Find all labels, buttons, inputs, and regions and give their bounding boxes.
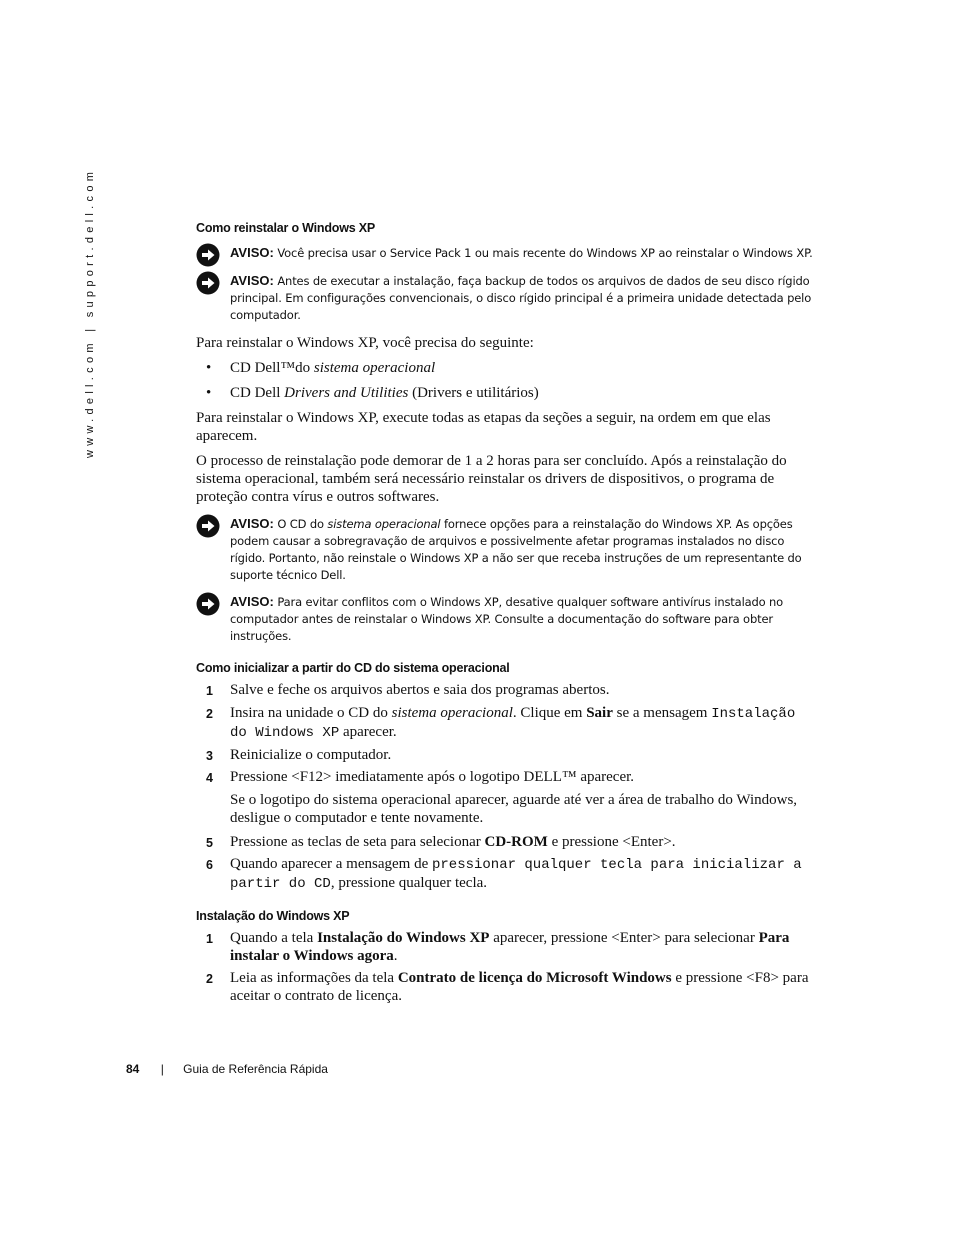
notice-text: Você precisa usar o Service Pack 1 ou mais recente do Windows XP ao reinstalar o Windows XP. bbox=[277, 246, 813, 260]
step-text: se a mensagem bbox=[612, 705, 712, 721]
notice-label: AVISO: bbox=[230, 273, 274, 288]
step-text: Quando a tela bbox=[230, 930, 318, 946]
step-text: aparecer, pressione <Enter> para selecionar bbox=[489, 930, 759, 946]
step-text: , pressione qualquer tecla. bbox=[330, 875, 488, 891]
step-item bbox=[196, 969, 820, 1005]
step-number: 5 bbox=[206, 836, 213, 850]
step-item bbox=[196, 768, 820, 827]
step-item bbox=[196, 929, 820, 965]
step-text: Pressione <F12> imediatamente após o logotipo DELL™ aparecer. bbox=[230, 769, 635, 785]
intro-paragraph: Para reinstalar o Windows XP, você precisa do seguinte: bbox=[196, 335, 534, 351]
notice-label: AVISO: bbox=[230, 516, 274, 531]
footer-title: Guia de Referência Rápida bbox=[183, 1062, 328, 1076]
step-item bbox=[196, 746, 820, 764]
notice-text: fornece opções para a reinstalação do Windows XP. As opções podem causar a sobregravação de arquivos e possivelmente afetar programas instalados no disco rígido. Portanto, não reinstale o Windows XP a não ser que receba instruções de um representante do suporte técnico Dell. bbox=[230, 517, 802, 582]
paragraph-steps-order: Para reinstalar o Windows XP, execute todas as etapas da seções a seguir, na ordem em que elas aparecem. bbox=[196, 410, 771, 444]
page-number: 84 bbox=[126, 1062, 140, 1076]
step-number: 3 bbox=[206, 749, 213, 763]
step-item bbox=[196, 704, 820, 742]
step-item bbox=[196, 833, 820, 851]
step-text-bold: Contrato de licença do Microsoft Windows bbox=[397, 970, 672, 986]
step-item bbox=[196, 681, 820, 699]
step-text: Insira na unidade o CD do bbox=[230, 705, 392, 721]
bullet-dot: • bbox=[206, 385, 212, 401]
step-text-italic: sistema operacional bbox=[391, 705, 513, 721]
heading-windows-install: Instalação do Windows XP bbox=[196, 909, 350, 923]
step-text-bold: Sair bbox=[586, 705, 613, 721]
heading-reinstall-xp: Como reinstalar o Windows XP bbox=[196, 221, 376, 235]
notice-text: Para evitar conflitos com o Windows XP, desative qualquer software antivírus instalado no computador antes de reinstalar o Windows XP. Consulte a documentação do software para obter instruções. bbox=[230, 595, 784, 643]
page-footer bbox=[126, 1062, 328, 1076]
notice-os-cd bbox=[196, 515, 820, 584]
paragraph-duration: O processo de reinstalação pode demorar de 1 a 2 horas para ser concluído. Após a reinstalação do sistema operacional, também será necessário reinstalar os drivers de dispositivos, o programa de proteção contra vírus e outros softwares. bbox=[196, 453, 787, 505]
step-number: 1 bbox=[206, 684, 213, 698]
notice-icon bbox=[196, 514, 220, 538]
notice-antivirus bbox=[196, 593, 820, 645]
step-text: . bbox=[393, 948, 398, 964]
step-number: 6 bbox=[206, 858, 213, 872]
side-url: www.dell.com | support.dell.com bbox=[84, 167, 96, 458]
notice-label: AVISO: bbox=[230, 594, 274, 609]
list-item bbox=[196, 359, 820, 377]
notice-icon bbox=[196, 243, 220, 267]
step-text: Salve e feche os arquivos abertos e saia dos programas abertos. bbox=[230, 682, 610, 698]
notice-text: O CD do bbox=[277, 517, 328, 531]
notice-text: Antes de executar a instalação, faça backup de todos os arquivos de dados de seu disco rígido principal. Em configurações convencionais, o disco rígido principal é a primeira unidade detectada pelo computador. bbox=[230, 274, 812, 322]
list-item bbox=[196, 384, 820, 402]
step-text: Quando aparecer a mensagem de bbox=[230, 856, 432, 872]
step-text-bold: Para instalar o Windows agora bbox=[230, 930, 790, 964]
step-text-bold: CD-ROM bbox=[484, 834, 548, 850]
step-text-mono: Instalação do Windows XP bbox=[230, 706, 796, 741]
notice-service-pack bbox=[196, 244, 820, 262]
step-text: e pressione <F8> para aceitar o contrato de licença. bbox=[230, 970, 809, 1004]
heading-boot-from-cd: Como inicializar a partir do CD do sistema operacional bbox=[196, 661, 510, 675]
bullet-text: CD Dell bbox=[230, 385, 285, 401]
step-number: 1 bbox=[206, 932, 213, 946]
step-item bbox=[196, 855, 820, 893]
bullet-text-italic: sistema operacional bbox=[313, 360, 436, 376]
step-text: . Clique em bbox=[512, 705, 587, 721]
notice-icon bbox=[196, 592, 220, 616]
step-text: Pressione as teclas de seta para selecionar bbox=[230, 834, 485, 850]
step-number: 4 bbox=[206, 771, 213, 785]
notice-label: AVISO: bbox=[230, 245, 274, 260]
step-number: 2 bbox=[206, 972, 213, 986]
step-text: Reinicialize o computador. bbox=[230, 747, 392, 763]
step-text: Leia as informações da tela bbox=[230, 970, 398, 986]
step-text-bold: Instalação do Windows XP bbox=[317, 930, 490, 946]
step-text-mono: pressionar qualquer tecla para inicializar a partir do CD bbox=[230, 857, 802, 892]
step-note: Se o logotipo do sistema operacional aparecer, aguarde até ver a área de trabalho do Windows, desligue o computador e tente novamente. bbox=[230, 792, 798, 826]
step-number: 2 bbox=[206, 707, 213, 721]
notice-icon bbox=[196, 271, 220, 295]
bullet-text: (Drivers e utilitários) bbox=[408, 385, 539, 401]
step-text: aparecer. bbox=[339, 724, 397, 740]
footer-separator: | bbox=[160, 1062, 164, 1076]
step-text: e pressione <Enter>. bbox=[547, 834, 676, 850]
bullet-dot: • bbox=[206, 360, 212, 376]
bullet-text-italic: Drivers and Utilities bbox=[284, 385, 409, 401]
page-content bbox=[196, 219, 820, 1005]
notice-text-italic: sistema operacional bbox=[327, 517, 441, 531]
notice-backup bbox=[196, 272, 820, 324]
bullet-text: CD Dell™do bbox=[230, 360, 314, 376]
